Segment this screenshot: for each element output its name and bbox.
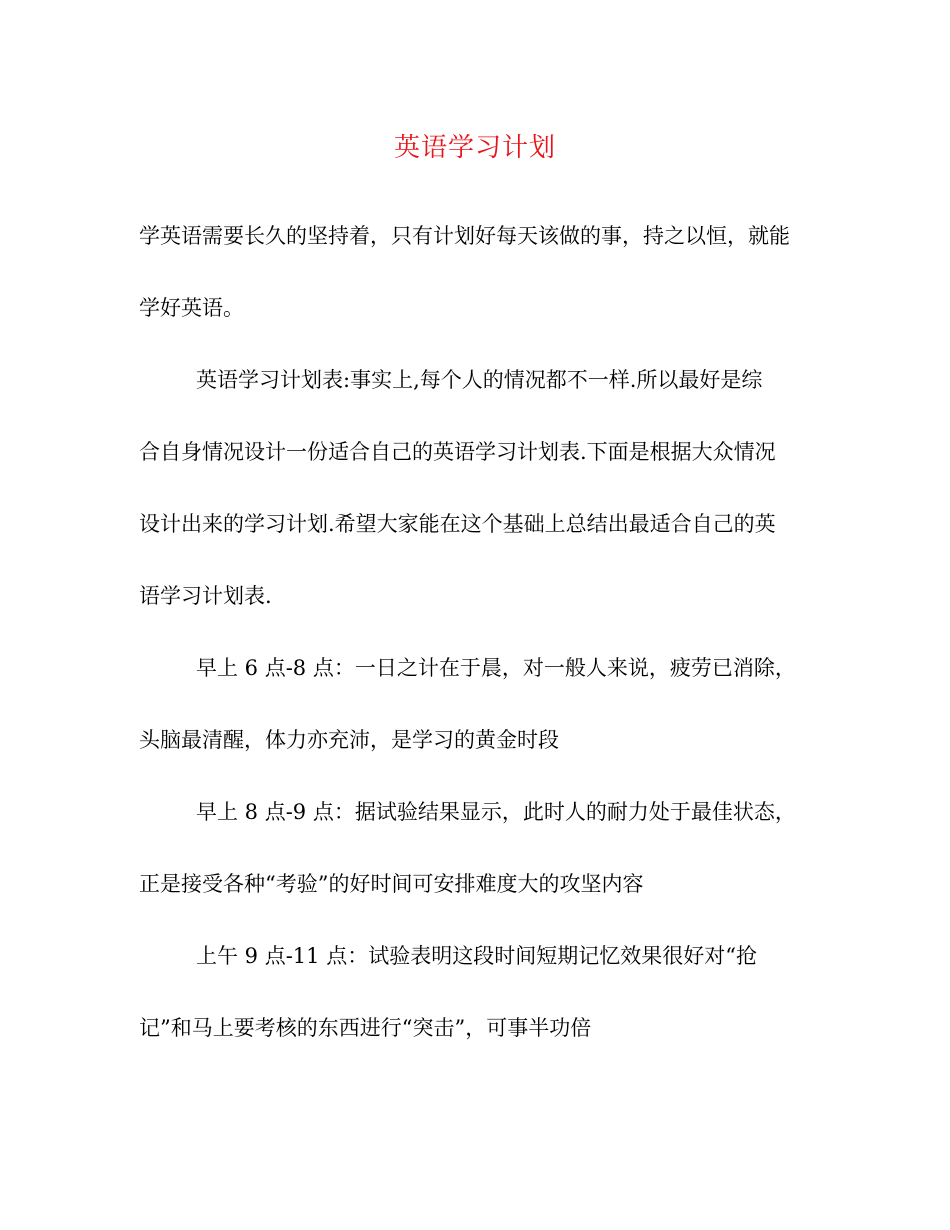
paragraph-line: 合自身情况设计一份适合自己的英语学习计划表.下面是根据大众情况 <box>139 440 776 464</box>
paragraph-line: 早上 8 点-9 点：据试验结果显示，此时人的耐力处于最佳状态， <box>196 800 796 824</box>
document-body <box>139 200 819 1064</box>
paragraph-line: 学好英语。 <box>139 296 244 320</box>
paragraph-line: 记”和马上要考核的东西进行“突击”，可事半功倍 <box>139 1016 592 1040</box>
paragraph-8-9am <box>139 776 819 920</box>
paragraph-line: 语学习计划表. <box>139 584 272 608</box>
paragraph-plan-table <box>139 344 819 632</box>
paragraph-line: 头脑最清醒，体力亦充沛，是学习的黄金时段 <box>139 728 559 752</box>
paragraph-line: 早上 6 点-8 点：一日之计在于晨，对一般人来说，疲劳已消除， <box>196 656 796 680</box>
document-title: 英语学习计划 <box>393 133 556 163</box>
paragraph-intro <box>139 200 819 344</box>
paragraph-line: 正是接受各种“考验”的好时间可安排难度大的攻坚内容 <box>139 872 644 896</box>
paragraph-line: 上午 9 点-11 点：试验表明这段时间短期记忆效果很好对“抢 <box>196 944 757 968</box>
paragraph-line: 学英语需要长久的坚持着，只有计划好每天该做的事，持之以恒，就能 <box>139 224 790 248</box>
paragraph-9-11am <box>139 920 819 1064</box>
paragraph-line: 设计出来的学习计划.希望大家能在这个基础上总结出最适合自己的英 <box>139 512 776 536</box>
paragraph-line: 英语学习计划表:事实上,每个人的情况都不一样.所以最好是综 <box>196 368 763 392</box>
paragraph-6-8am <box>139 632 819 776</box>
